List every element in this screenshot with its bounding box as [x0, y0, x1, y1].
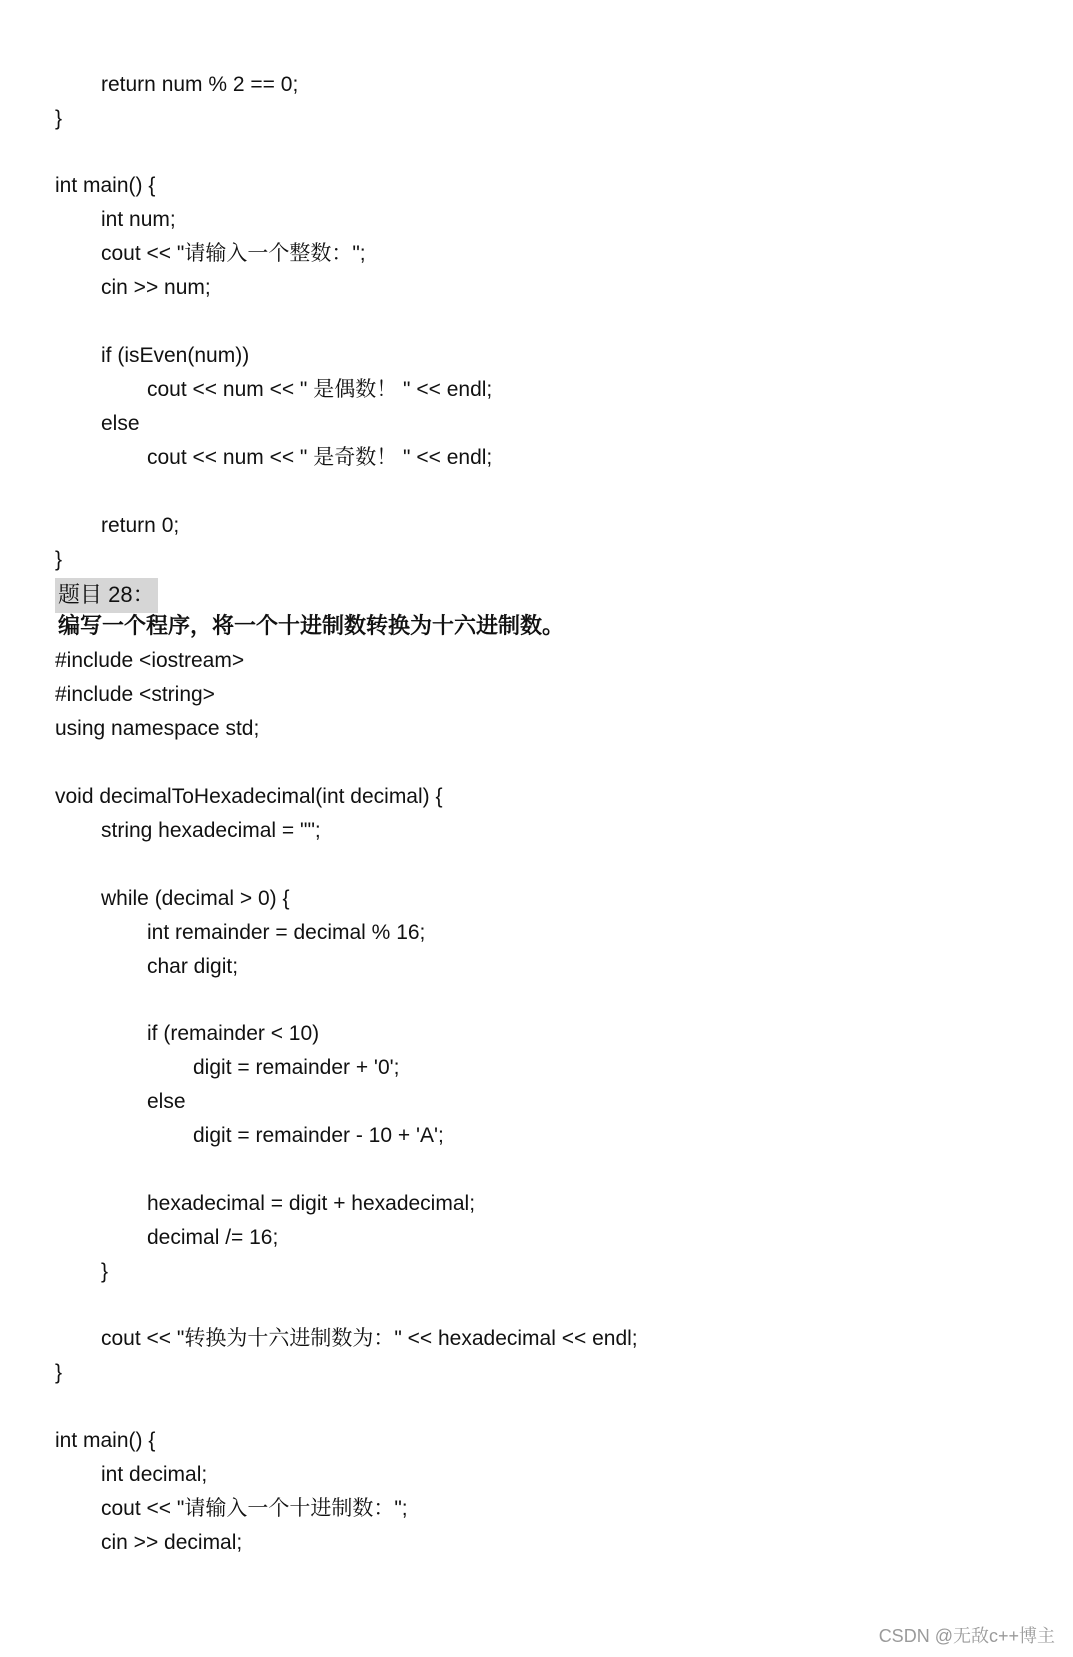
code-line: digit = remainder - 10 + 'A';: [193, 1124, 444, 1147]
code-line: decimal /= 16;: [147, 1226, 279, 1249]
code-line: char digit;: [147, 955, 239, 978]
code-line: cin >> num;: [101, 276, 211, 299]
code-line: digit = remainder + '0';: [193, 1056, 400, 1079]
code-line: }: [55, 107, 63, 130]
code-line: }: [55, 548, 63, 571]
code-line: return num % 2 == 0;: [101, 73, 299, 96]
code-line: else: [147, 1090, 186, 1113]
question-number-heading: 题目 28：: [55, 578, 158, 613]
code-line: void decimalToHexadecimal(int decimal) {: [55, 785, 443, 808]
code-line: string hexadecimal = "";: [101, 819, 321, 842]
code-line: hexadecimal = digit + hexadecimal;: [147, 1192, 476, 1215]
code-line: cout << "请输入一个整数：";: [101, 242, 366, 265]
watermark: CSDN @无敌c++博主: [878, 1626, 1055, 1646]
code-line: #include <iostream>: [55, 649, 245, 672]
code-line: cout << num << " 是偶数！ " << endl;: [147, 378, 493, 401]
code-line: int decimal;: [101, 1463, 208, 1486]
code-line: cout << "请输入一个十进制数：";: [101, 1497, 408, 1520]
code-line: cout << "转换为十六进制数为：" << hexadecimal << endl;: [101, 1327, 638, 1350]
code-line: }: [101, 1260, 109, 1283]
code-line: #include <string>: [55, 683, 215, 706]
code-line: cout << num << " 是奇数！ " << endl;: [147, 446, 493, 469]
code-line: else: [101, 412, 140, 435]
code-line: int main() {: [55, 174, 156, 197]
code-line: int num;: [101, 208, 176, 231]
code-line: int remainder = decimal % 16;: [147, 921, 426, 944]
code-line: cin >> decimal;: [101, 1531, 243, 1554]
code-line: if (isEven(num)): [101, 344, 250, 367]
code-line: if (remainder < 10): [147, 1022, 320, 1045]
code-line: while (decimal > 0) {: [101, 887, 290, 910]
code-line: using namespace std;: [55, 717, 260, 740]
question-title: 编写一个程序，将一个十进制数转换为十六进制数。: [58, 613, 565, 638]
code-line: return 0;: [101, 514, 180, 537]
code-line: int main() {: [55, 1429, 156, 1452]
code-line: }: [55, 1361, 63, 1384]
